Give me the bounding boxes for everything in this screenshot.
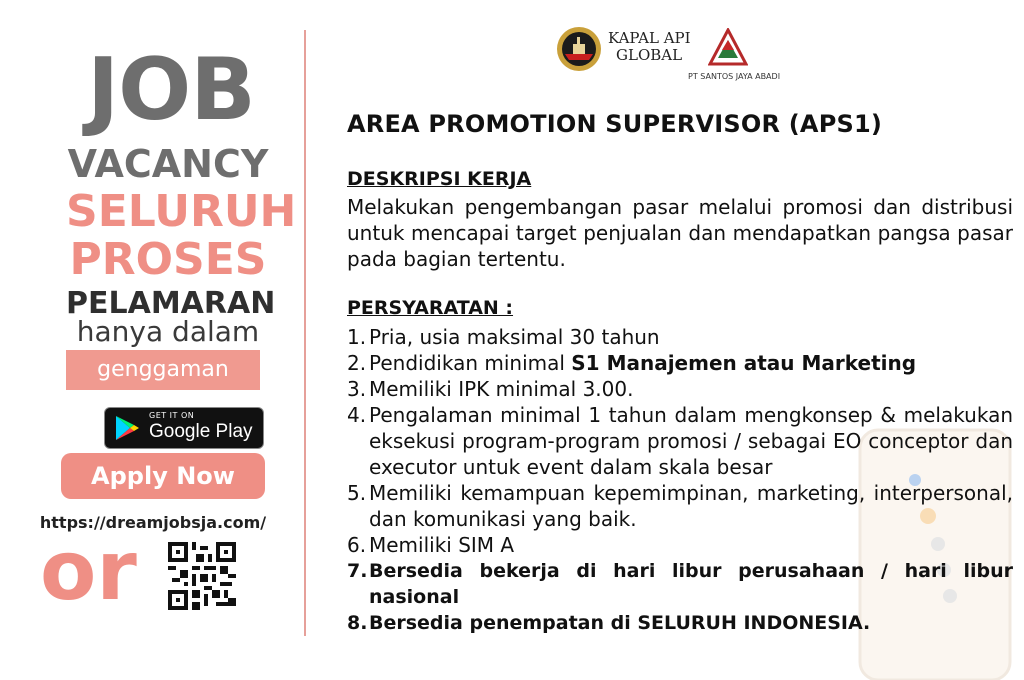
requirements-heading: PERSYARATAN : [347,297,514,319]
divider-line [304,30,306,636]
requirement-text-main: Pengalaman minimal 1 tahun dalam mengkonsep & melakukan eksekusi program-program promosi / sebagai EO conceptor dan executor untuk event dalam skala besar [369,403,1013,479]
google-play-small: GET IT ON [149,411,195,420]
santos-logo-icon [708,28,748,68]
vacancy-heading: VACANCY [67,142,269,186]
apply-now-button[interactable]: Apply Now [61,453,265,499]
requirement-item [347,376,1013,402]
requirement-text-main: Memiliki kemampuan kepemimpinan, marketing, interpersonal, dan komunikasi yang baik. [369,481,1013,531]
pelamaran-text: PELAMARAN [66,286,276,321]
requirement-text [369,558,1013,610]
requirement-number: 6. [347,533,367,557]
requirement-item [347,558,1013,610]
requirement-item [347,480,1013,532]
proses-text: PROSES [69,234,267,285]
google-play-label: Google Play [149,421,253,442]
requirement-item [347,610,1013,636]
requirements-list [347,324,1013,636]
requirement-text [369,610,1013,636]
requirement-number: 3. [347,377,367,401]
requirement-text [369,402,1013,480]
requirement-text-bold: S1 Manajemen atau Marketing [571,351,917,375]
requirement-item [347,532,1013,558]
requirement-number: 4. [347,403,367,427]
requirement-text-main: Memiliki SIM A [369,533,515,557]
company-logos [556,24,786,86]
genggaman-badge: genggaman [66,350,260,390]
kapal-api-wordmark [608,30,691,64]
qr-code-icon[interactable] [168,542,236,610]
requirement-text [369,376,1013,402]
requirement-text-main: Memiliki IPK minimal 3.00. [369,377,634,401]
requirement-number: 5. [347,481,367,505]
description-body: Melakukan pengembangan pasar melalui promosi dan distribusi untuk mencapai target penjualan dan mendapatkan pangsa pasar pada bagian tertentu. [347,195,1013,271]
job-title: AREA PROMOTION SUPERVISOR (APS1) [347,110,883,138]
kapal-api-line1: KAPAL API [608,29,691,47]
requirement-number: 7. [347,560,368,582]
job-heading: JOB [87,40,255,140]
requirement-number: 2. [347,351,367,375]
requirement-text-main: Bersedia bekerja di hari libur perusahaan / hari libur nasional [369,560,1013,608]
requirement-number: 1. [347,325,367,349]
google-play-button[interactable] [104,407,264,449]
requirement-item [347,324,1013,350]
santos-label: PT SANTOS JAYA ABADI [688,72,781,81]
requirement-text [369,324,1013,350]
kapal-api-emblem-icon [556,26,602,72]
description-heading: DESKRIPSI KERJA [347,168,532,190]
left-panel [0,0,310,668]
requirement-item [347,402,1013,480]
requirement-number: 8. [347,612,368,634]
requirement-text [369,480,1013,532]
requirement-text-main: Pria, usia maksimal 30 tahun [369,325,660,349]
kapal-api-line2: GLOBAL [616,46,683,64]
requirement-text-main: Pendidikan minimal [369,351,572,375]
or-text: or [40,524,137,619]
requirement-text [369,350,1013,376]
google-play-icon [113,414,141,442]
seluruh-text: SELURUH [66,186,297,237]
requirement-text-main: Bersedia penempatan di SELURUH INDONESIA. [369,612,871,634]
hanya-dalam-text: hanya dalam [76,315,260,348]
requirement-item [347,350,1013,376]
website-link[interactable]: https://dreamjobsja.com/ [39,513,267,532]
requirement-text [369,532,1013,558]
